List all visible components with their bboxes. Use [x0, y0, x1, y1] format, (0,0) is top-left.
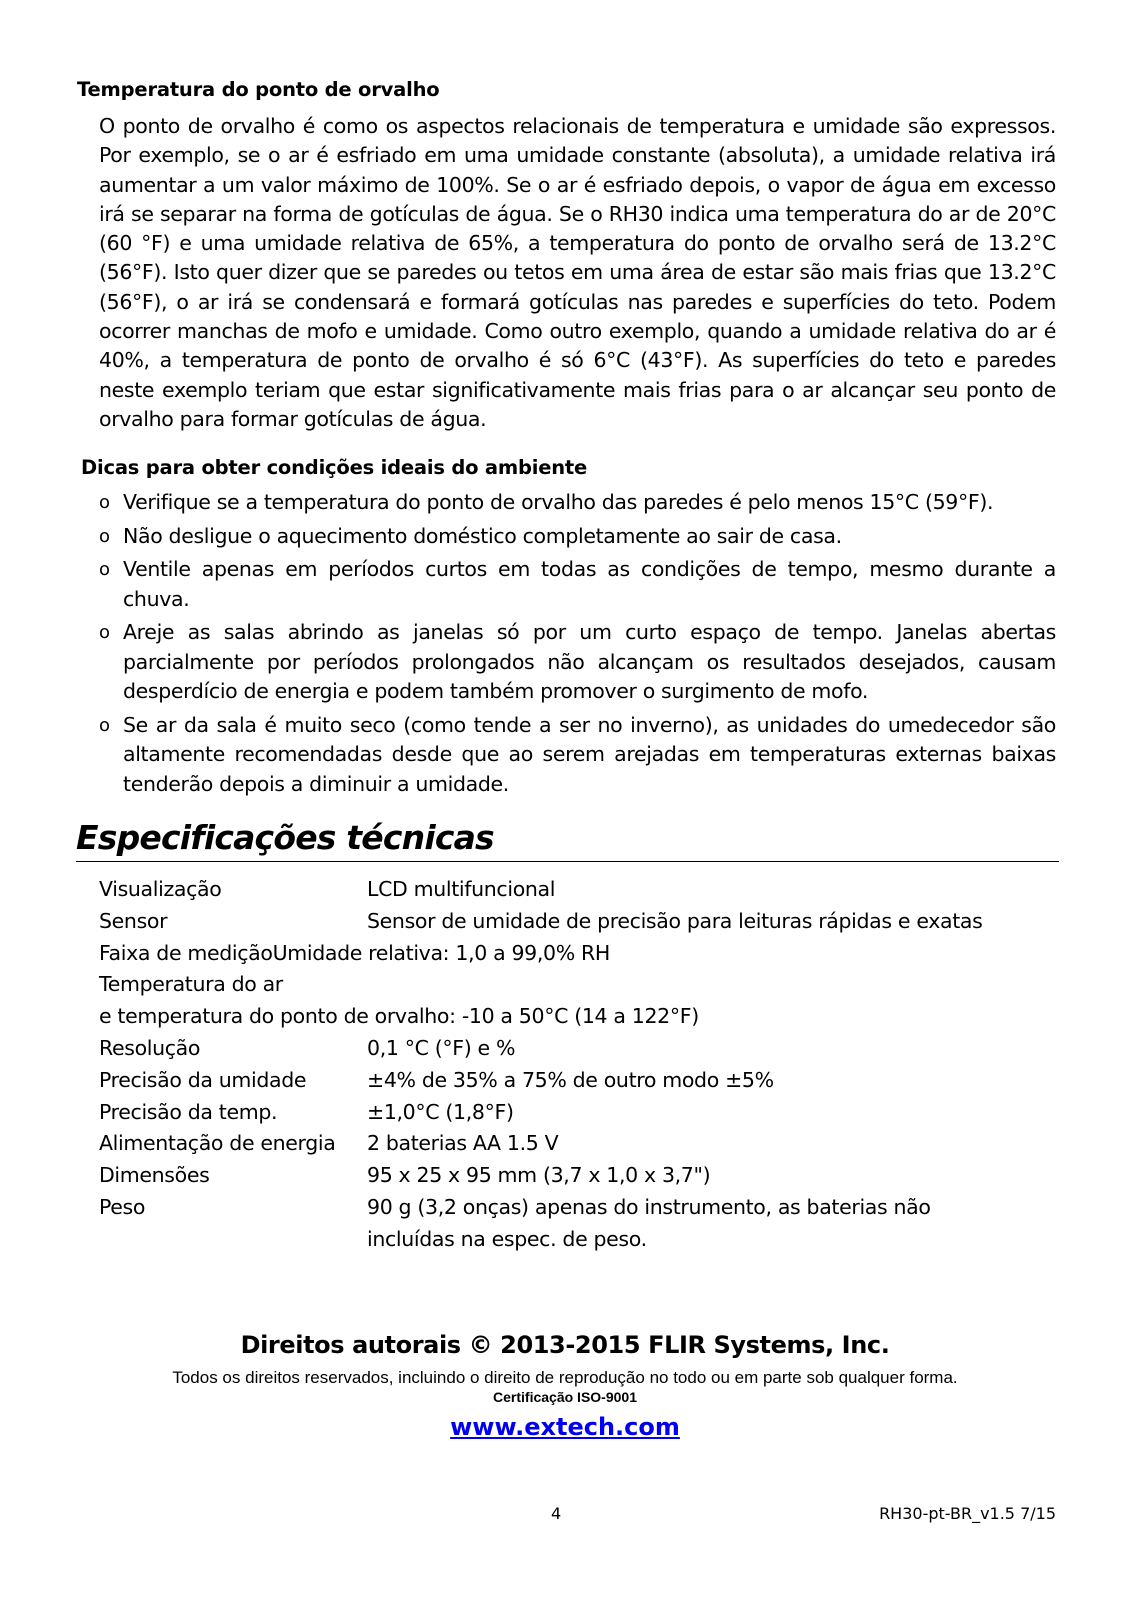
- spec-label: Precisão da temp.: [99, 1099, 278, 1124]
- spec-row-range-line2: [99, 969, 1059, 1001]
- tip-text: Não desligue o aquecimento doméstico completamente ao sair de casa.: [123, 523, 842, 548]
- spec-value: 90 g (3,2 onças) apenas do instrumento, as baterias não incluídas na espec. de peso.: [367, 1194, 931, 1251]
- spec-row-weight: [99, 1192, 1059, 1256]
- dew-point-heading: Temperatura do ponto de orvalho: [77, 78, 440, 101]
- spec-row-power: [99, 1128, 1059, 1160]
- spec-value: 0,1 °C (°F) e %: [367, 1035, 516, 1060]
- tip-item: [99, 488, 1056, 518]
- spec-value: 95 x 25 x 95 mm (3,7 x 1,0 x 3,7"): [367, 1163, 711, 1188]
- spec-row-humidity-accuracy: [99, 1065, 1059, 1097]
- spec-value: 2 baterias AA 1.5 V: [367, 1131, 559, 1156]
- spec-row-temp-accuracy: [99, 1097, 1059, 1129]
- spec-label: Faixa de medição: [99, 940, 273, 965]
- rights-statement: Todos os direitos reservados, incluindo o direito de reprodução no todo ou em parte sob qualquer forma.: [172, 1368, 958, 1387]
- bullet-marker: o: [99, 622, 110, 643]
- spec-label: Visualização: [99, 877, 222, 901]
- spec-row-range-line3: [99, 1001, 1059, 1033]
- spec-value: e temperatura do ponto de orvalho: -10 a 50°C (14 a 122°F): [99, 1004, 699, 1029]
- website-link[interactable]: www.extech.com: [450, 1413, 680, 1441]
- tip-item: [99, 522, 1056, 552]
- spec-label: Resolução: [99, 1035, 201, 1060]
- tip-text: Verifique se a temperatura do ponto de orvalho das paredes é pelo menos 15°C (59°F).: [123, 490, 994, 514]
- spec-value: LCD multifuncional: [367, 877, 556, 901]
- tip-text: Ventile apenas em períodos curtos em todas as condições de tempo, mesmo durante a chuva.: [123, 557, 1056, 611]
- tip-item: [99, 555, 1056, 614]
- bullet-marker: o: [99, 525, 110, 547]
- tip-item: [99, 618, 1056, 707]
- spec-value: ±4% de 35% a 75% de outro modo ±5%: [367, 1067, 774, 1092]
- spec-row-display: [99, 874, 1059, 906]
- spec-value: Temperatura do ar: [99, 972, 283, 997]
- bullet-marker: o: [99, 492, 110, 513]
- tips-heading: Dicas para obter condições ideais do ambiente: [81, 456, 588, 479]
- spec-label: Dimensões: [99, 1163, 210, 1188]
- spec-label: Alimentação de energia: [99, 1131, 336, 1156]
- tip-text: Se ar da sala é muito seco (como tende a ser no inverno), as unidades do umedecedor são altamente recomendadas desde que ao serem arejadas em temperaturas externas baixas tenderão depois a diminuir a umidade.: [123, 712, 1056, 796]
- iso-certification: Certificação ISO-9001: [493, 1389, 637, 1405]
- spec-value: Sensor de umidade de precisão para leituras rápidas e exatas: [367, 908, 983, 933]
- document-id: RH30-pt-BR_v1.5 7/15: [879, 1504, 1056, 1523]
- website-link-wrapper: [0, 1413, 1130, 1441]
- tips-list: [99, 488, 1056, 803]
- bullet-marker: o: [99, 714, 110, 736]
- spec-row-sensor: [99, 906, 1059, 938]
- spec-row-range: [99, 938, 1059, 970]
- specs-table: [99, 874, 1059, 1256]
- spec-value: ±1,0°C (1,8°F): [367, 1099, 514, 1124]
- bullet-marker: o: [99, 559, 110, 580]
- heading-divider: [76, 861, 1059, 862]
- spec-value: Umidade relativa: 1,0 a 99,0% RH: [272, 940, 610, 965]
- spec-row-dimensions: [99, 1160, 1059, 1192]
- tip-item: [99, 711, 1056, 800]
- spec-row-resolution: [99, 1033, 1059, 1065]
- dew-point-paragraph: O ponto de orvalho é como os aspectos relacionais de temperatura e umidade são expressos. Por exemplo, se o ar é esfriado em uma umidade constante (absoluta), a umidade relativa irá aumentar a um valor máximo de 100%. Se o ar é esfriado depois, o vapor de água em excesso irá se separar na forma de gotículas de água. Se o RH30 indica uma temperatura do ar de 20°C (60 °F) e uma umidade relativa de 65%, a temperatura do ponto de orvalho será de 13.2°C (56°F). Isto quer dizer que se paredes ou tetos em uma área de estar são mais frias que 13.2°C (56°F), o ar irá se condensará e formará gotículas nas paredes e superfícies do teto. Podem ocorrer manchas de mofo e umidade. Como outro exemplo, quando a umidade relativa do ar é 40%, a temperatura de ponto de orvalho é só 6°C (43°F). As superfícies do teto e paredes neste exemplo teriam que estar significativamente mais frias para o ar alcançar seu ponto de orvalho para formar gotículas de água.: [99, 114, 1056, 431]
- spec-label: Peso: [99, 1194, 146, 1219]
- specs-heading: Especificações técnicas: [76, 818, 494, 857]
- spec-label: Precisão da umidade: [99, 1067, 307, 1092]
- tip-text: Areje as salas abrindo as janelas só por um curto espaço de tempo. Janelas abertas parcialmente por períodos prolongados não alcançam os resultados desejados, causam desperdício de energia e podem também promover o surgimento de mofo.: [123, 620, 1056, 703]
- spec-label: Sensor: [99, 908, 168, 933]
- copyright-notice: Direitos autorais © 2013-2015 FLIR Systems, Inc.: [240, 1331, 890, 1359]
- page-number: 4: [551, 1504, 562, 1523]
